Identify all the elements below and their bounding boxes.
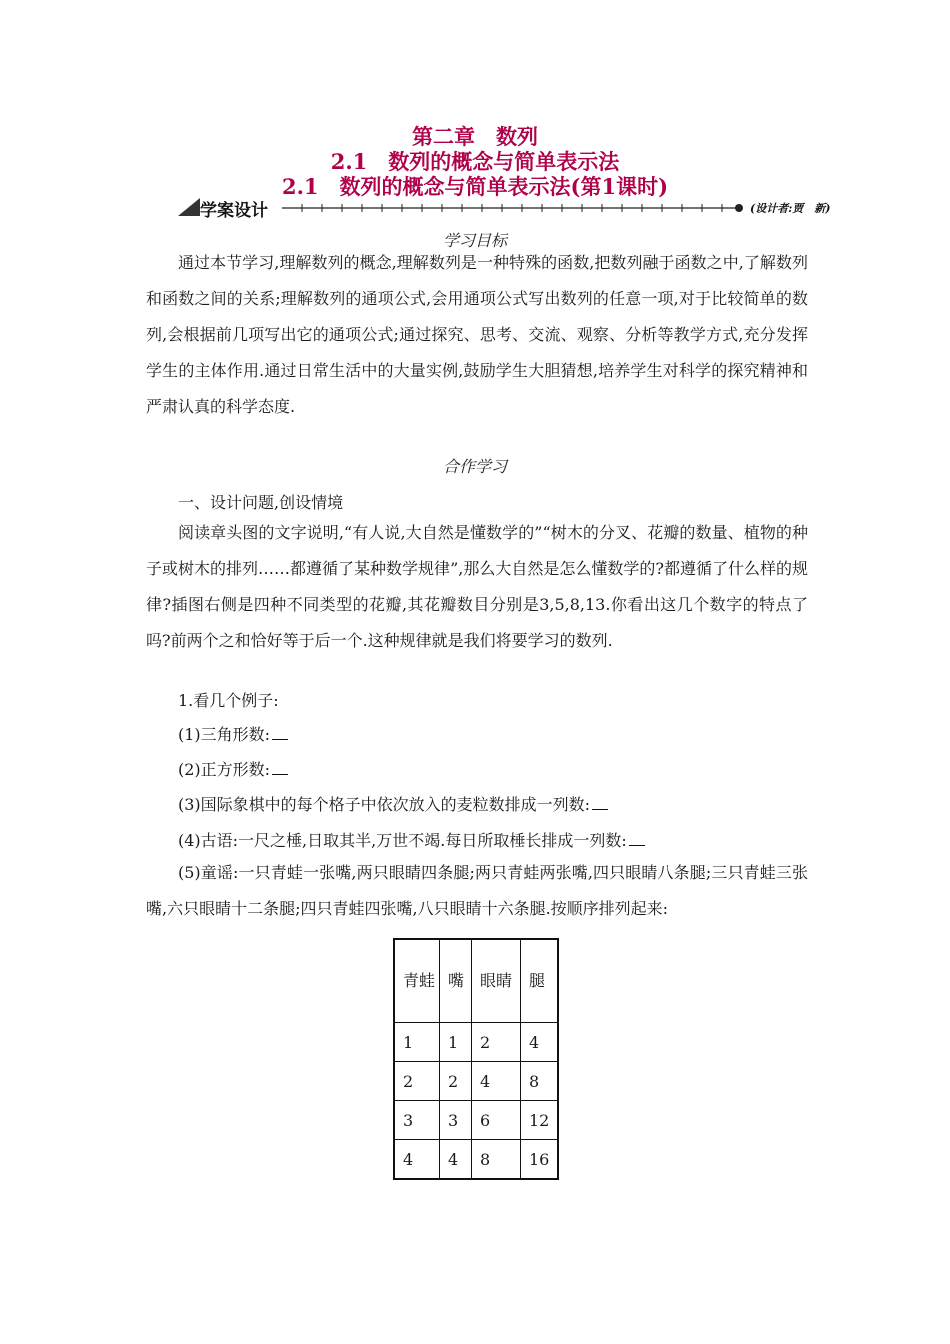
dotted-rule [282,202,744,214]
banner-label: 学案设计 [200,201,268,221]
answer-blank [592,795,608,810]
table-cell: 16 [521,1140,559,1180]
chapter-title: 第二章 数列 [412,124,538,149]
table-header-cell: 眼睛 [472,939,521,1023]
designer-credit: (设计者:贾 新) [750,202,831,215]
answer-blank [629,831,645,846]
table-row [394,1140,558,1180]
table-cell: 2 [440,1062,472,1101]
table-cell: 4 [440,1140,472,1180]
example-1 [178,722,288,745]
table-cell: 1 [440,1023,472,1062]
table-cell: 2 [394,1062,440,1101]
table-cell: 8 [472,1140,521,1180]
example-3 [178,792,608,815]
table-cell: 3 [440,1101,472,1140]
intro-paragraph: 阅读章头图的文字说明,“有人说,大自然是懂数学的”“树木的分叉、花瓣的数量、植物的种子或树木的排列……都遵循了某种数学规律”,那么大自然是怎么懂数学的?都遵循了什么样的规律?插图右侧是四种不同类型的花瓣,其花瓣数目分别是3,5,8,13.你看出这几个数字的特点了吗?前两个之和恰好等于后一个.这种规律就是我们将要学习的数列. [146,523,808,650]
table-header-cell: 青蛙 [394,939,440,1023]
example-2 [178,757,288,780]
table-cell: 8 [521,1062,559,1101]
goals-heading: 学习目标 [442,231,507,250]
table-header-cell: 腿 [521,939,559,1023]
section-heading: 一、设计问题,创设情境 [178,493,344,512]
table-row [394,1062,558,1101]
example-4 [178,828,645,851]
table-header-row [394,939,558,1023]
goals-paragraph: 通过本节学习,理解数列的概念,理解数列是一种特殊的函数,把数列融于函数之中,了解数列和函数之间的关系;理解数列的通项公式,会用通项公式写出数列的任意一项,对于比较简单的数列,会根据前几项写出它的通项公式;通过探究、思考、交流、观察、分析等教学方式,充分发挥学生的主体作用.通过日常生活中的大量实例,鼓励学生大胆猜想,培养学生对科学的探究精神和严肃认真的科学态度. [146,253,808,416]
examples-title: 1.看几个例子: [178,691,279,710]
table-cell: 3 [394,1101,440,1140]
section-title: 2.1 数列的概念与简单表示法 [330,149,620,174]
answer-blank [272,725,288,740]
table-cell: 2 [472,1023,521,1062]
example-3-text: (3)国际象棋中的每个格子中依次放入的麦粒数排成一列数: [178,795,591,814]
example-5: (5)童谣:一只青蛙一张嘴,两只眼睛四条腿;两只青蛙两张嘴,四只眼睛八条腿;三只青蛙三张嘴,六只眼睛十二条腿;四只青蛙四张嘴,八只眼睛十六条腿.按顺序排列起来: [146,863,808,918]
design-banner [178,196,868,220]
table-row [394,1101,558,1140]
table-cell: 6 [472,1101,521,1140]
table-header-cell: 嘴 [440,939,472,1023]
example-4-text: (4)古语:一尺之棰,日取其半,万世不竭.每日所取棰长排成一列数: [178,831,627,850]
coop-heading: 合作学习 [442,457,507,476]
triangle-icon [178,198,200,216]
lesson-title: 2.1 数列的概念与简单表示法(第1课时) [281,174,669,199]
table-cell: 4 [394,1140,440,1180]
example-1-text: (1)三角形数: [178,725,271,744]
table-cell: 4 [472,1062,521,1101]
title-block [0,124,950,199]
table-cell: 4 [521,1023,559,1062]
answer-blank [272,760,288,775]
frog-table [393,938,559,1180]
table-row [394,1023,558,1062]
table-cell: 12 [521,1101,559,1140]
table-cell: 1 [394,1023,440,1062]
example-2-text: (2)正方形数: [178,760,271,779]
